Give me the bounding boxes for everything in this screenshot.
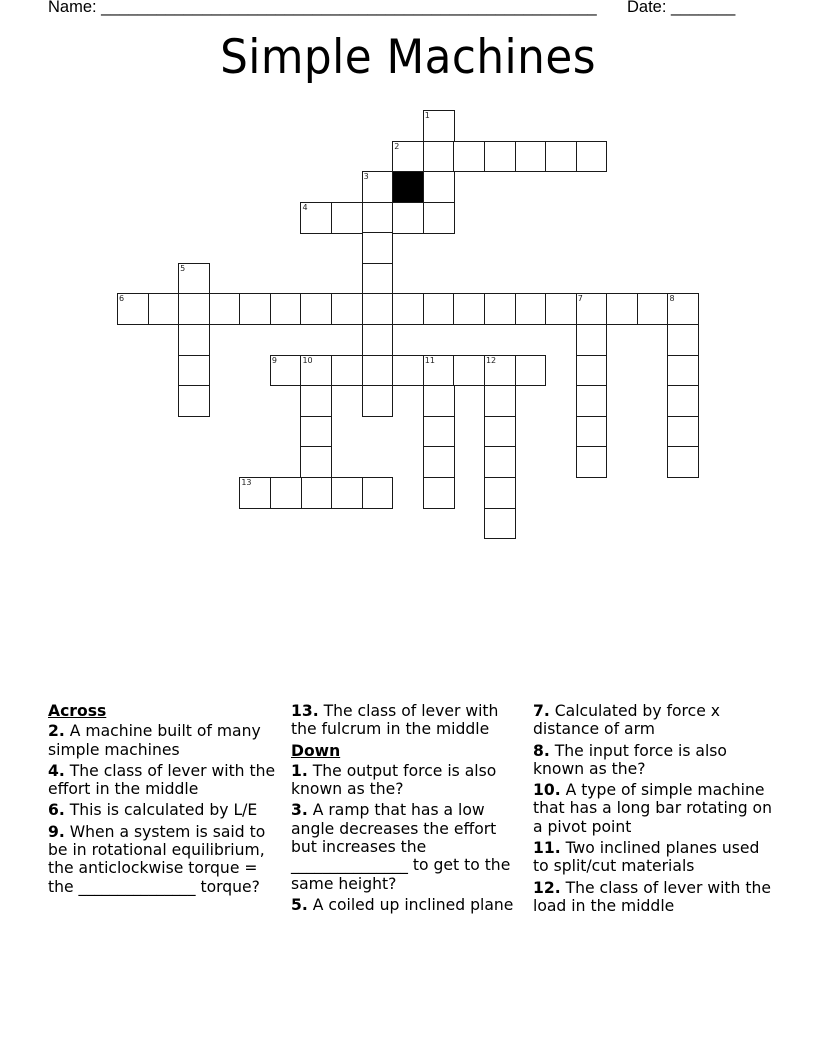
grid-cell[interactable]	[300, 477, 332, 509]
clue-number: 11.	[533, 839, 561, 858]
grid-cell[interactable]	[667, 416, 699, 448]
grid-cell[interactable]	[178, 355, 210, 387]
clues-column-3	[533, 702, 773, 918]
clue-number: 13.	[291, 702, 319, 720]
grid-cell[interactable]	[515, 293, 547, 325]
clue-text: The output force is also known as the?	[291, 761, 497, 799]
grid-cell[interactable]	[576, 446, 608, 478]
grid-cell[interactable]	[423, 446, 455, 478]
clue-down-1	[291, 762, 527, 799]
clue-across-9	[48, 823, 284, 896]
grid-cell[interactable]	[362, 477, 394, 509]
grid-cell[interactable]	[178, 385, 210, 417]
clue-text: A ramp that has a low angle decreases the effort but increases the _______________ to get to the same height?	[291, 801, 511, 893]
grid-cell[interactable]	[148, 293, 180, 325]
grid-cell[interactable]	[576, 293, 608, 325]
clue-number: 9.	[48, 822, 65, 841]
grid-cell[interactable]	[667, 355, 699, 387]
grid-cell[interactable]	[362, 232, 394, 264]
clue-down-5	[291, 896, 527, 914]
clues-column-1	[48, 702, 284, 899]
clue-across-6	[48, 801, 284, 819]
clue-number: 6.	[48, 801, 65, 820]
grid-cell[interactable]	[423, 202, 455, 234]
grid-cell[interactable]	[178, 324, 210, 356]
grid-cell[interactable]	[667, 324, 699, 356]
grid-cell[interactable]	[423, 355, 455, 387]
clue-text: Two inclined planes used to split/cut materials	[533, 839, 760, 876]
cell-number: 11	[424, 355, 435, 365]
grid-cell[interactable]	[423, 477, 455, 509]
clue-down-11	[533, 839, 773, 876]
grid-cell[interactable]	[423, 293, 455, 325]
cell-number: 1	[424, 111, 430, 120]
grid-cell[interactable]	[362, 385, 394, 417]
clue-text: The class of lever with the fulcrum in the middle	[291, 702, 499, 739]
clue-number: 2.	[48, 722, 65, 741]
grid-cell[interactable]	[178, 293, 210, 325]
grid-cell[interactable]	[331, 202, 363, 234]
grid-cell[interactable]	[667, 446, 699, 478]
clue-number: 5.	[291, 895, 308, 914]
grid-cell[interactable]	[515, 355, 547, 387]
cell-number: 5	[180, 263, 186, 273]
grid-cell[interactable]	[362, 171, 394, 203]
clue-down-7	[533, 702, 773, 739]
grid-cell[interactable]	[484, 385, 516, 417]
grid-cell[interactable]	[423, 416, 455, 448]
grid-cell[interactable]	[362, 293, 394, 325]
clue-down-3	[291, 801, 527, 892]
cell-number: 6	[119, 294, 125, 304]
clue-text: A coiled up inclined plane	[312, 895, 514, 914]
grid-cell[interactable]	[331, 355, 363, 387]
clue-across-2	[48, 722, 284, 759]
grid-cell[interactable]	[545, 141, 577, 173]
cell-number: 4	[302, 202, 308, 212]
grid-cell[interactable]	[453, 355, 485, 387]
grid-cell[interactable]	[423, 171, 455, 203]
grid-cell[interactable]	[484, 477, 516, 509]
clue-text: A machine built of many simple machines	[48, 722, 261, 759]
grid-cell[interactable]	[606, 293, 638, 325]
black-cell	[392, 171, 424, 203]
grid-cell[interactable]	[392, 141, 424, 173]
grid-cell[interactable]	[300, 202, 332, 234]
down-heading: Down	[291, 741, 341, 760]
grid-cell[interactable]	[270, 355, 302, 387]
clue-text: When a system is said to be in rotational equilibrium, the anticlockwise torque = the _______________ torque?	[48, 822, 266, 896]
clue-number: 1.	[291, 761, 308, 780]
grid-cell[interactable]	[637, 293, 669, 325]
cell-number: 10	[302, 355, 313, 365]
grid-cell[interactable]	[362, 355, 394, 387]
grid-cell[interactable]	[300, 355, 332, 387]
grid-cell[interactable]	[545, 293, 577, 325]
grid-cell[interactable]	[392, 355, 424, 387]
grid-cell[interactable]	[331, 293, 363, 325]
clue-number: 10.	[533, 781, 561, 800]
grid-cell[interactable]	[300, 446, 332, 478]
grid-cell[interactable]	[392, 202, 424, 234]
clue-number: 8.	[533, 741, 550, 760]
grid-cell[interactable]	[453, 141, 485, 173]
across-heading: Across	[48, 702, 107, 720]
cell-number: 8	[669, 294, 675, 304]
grid-cell[interactable]	[484, 293, 516, 325]
grid-cell[interactable]	[239, 477, 271, 509]
grid-cell[interactable]	[484, 355, 516, 387]
grid-cell[interactable]	[576, 355, 608, 387]
grid-cell[interactable]	[423, 110, 455, 142]
grid-cell[interactable]	[667, 385, 699, 417]
grid-cell[interactable]	[515, 141, 547, 173]
clue-down-8	[533, 742, 773, 779]
grid-cell[interactable]	[178, 263, 210, 295]
grid-cell[interactable]	[423, 141, 455, 173]
grid-cell[interactable]	[576, 416, 608, 448]
clue-text: The class of lever with the load in the middle	[533, 878, 771, 915]
cell-number: 13	[241, 477, 252, 487]
grid-cell[interactable]	[239, 293, 271, 325]
clue-text: The class of lever with the effort in the middle	[48, 761, 276, 799]
cell-number: 3	[363, 172, 369, 182]
grid-cell[interactable]	[270, 293, 302, 325]
grid-cell[interactable]	[484, 416, 516, 448]
cell-number: 7	[577, 294, 583, 304]
clue-text: A type of simple machine that has a long bar rotating on a pivot point	[533, 781, 772, 836]
grid-cell[interactable]	[362, 263, 394, 295]
grid-cell[interactable]	[453, 293, 485, 325]
clue-down-12	[533, 879, 773, 916]
grid-cell[interactable]	[362, 202, 394, 234]
grid-cell[interactable]	[576, 324, 608, 356]
clue-number: 3.	[291, 801, 308, 820]
clue-across-4	[48, 762, 284, 799]
clue-down-10	[533, 781, 773, 836]
grid-cell[interactable]	[331, 477, 363, 509]
grid-cell[interactable]	[300, 293, 332, 325]
cell-number: 12	[485, 355, 497, 365]
grid-cell[interactable]	[300, 416, 332, 448]
clue-number: 12.	[533, 878, 561, 897]
clues-column-2	[291, 702, 527, 917]
clue-text: The input force is also known as the?	[533, 741, 727, 778]
clue-number: 4.	[48, 761, 65, 780]
page-title: Simple Machines	[220, 30, 596, 85]
grid-cell[interactable]	[209, 293, 241, 325]
grid-cell[interactable]	[576, 385, 608, 417]
clue-number: 7.	[533, 702, 550, 720]
grid-cell[interactable]	[484, 141, 516, 173]
grid-cell[interactable]	[423, 385, 455, 417]
date-field[interactable]: Date: _______	[627, 0, 736, 16]
clue-text: Calculated by force x distance of arm	[533, 702, 720, 739]
grid-cell[interactable]	[117, 293, 149, 325]
name-field[interactable]: Name: ______________________________________________________	[48, 0, 597, 16]
grid-cell[interactable]	[484, 508, 516, 540]
grid-cell[interactable]	[270, 477, 302, 509]
grid-cell[interactable]	[300, 385, 332, 417]
grid-cell[interactable]	[667, 293, 699, 325]
clue-text: This is calculated by L/E	[69, 801, 258, 820]
clue-across-13	[291, 702, 527, 739]
cell-number: 2	[394, 141, 400, 151]
grid-cell[interactable]	[362, 324, 394, 356]
grid-cell[interactable]	[392, 293, 424, 325]
grid-cell[interactable]	[484, 446, 516, 478]
cell-number: 9	[271, 355, 277, 365]
grid-cell[interactable]	[576, 141, 608, 173]
